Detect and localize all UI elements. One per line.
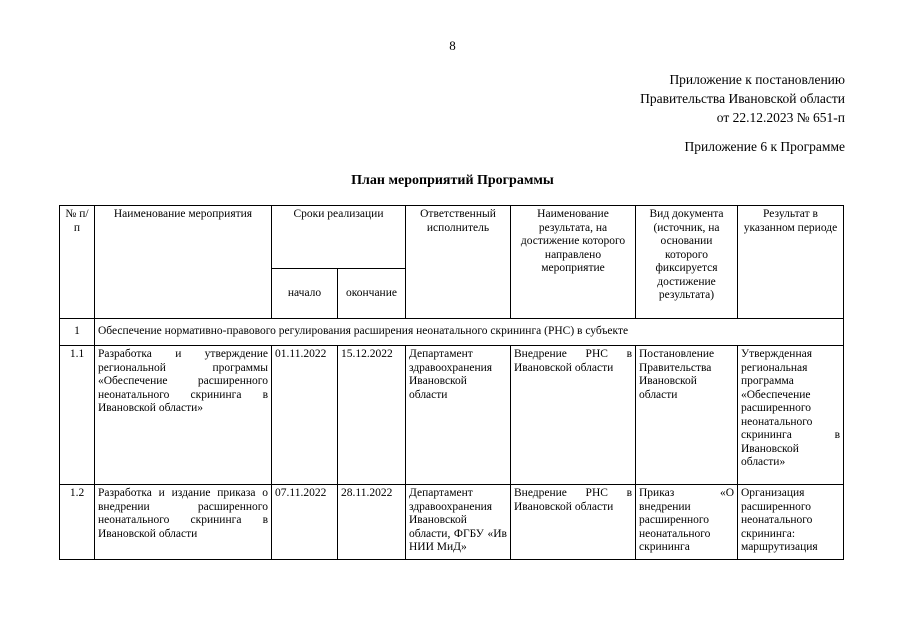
section-title: Обеспечение нормативно-правового регулирования расширения неонатального скрининга (РНС) в субъекте bbox=[95, 319, 844, 346]
header-name: Наименование мероприятия bbox=[95, 206, 272, 319]
table-row bbox=[60, 485, 844, 560]
header-end: окончание bbox=[338, 269, 406, 319]
header-num: № п/п bbox=[60, 206, 95, 319]
row-end: 15.12.2022 bbox=[338, 346, 406, 485]
row-doc-type: Приказ «О внедрении расширенного неонатального скрининга bbox=[636, 485, 738, 560]
appendix-block bbox=[640, 70, 845, 127]
row-start: 01.11.2022 bbox=[272, 346, 338, 485]
row-executor: Департамент здравоохранения Ивановской области, ФГБУ «Ив НИИ МиД» bbox=[406, 485, 511, 560]
row-name: Разработка и издание приказа о внедрении расширенного неонатального скрининга в Ивановской области bbox=[95, 485, 272, 560]
row-num: 1.1 bbox=[60, 346, 95, 485]
page-title: План мероприятий Программы bbox=[351, 173, 554, 188]
table-row bbox=[60, 346, 844, 485]
row-executor: Департамент здравоохранения Ивановской области bbox=[406, 346, 511, 485]
header-doc-type: Вид документа (источник, на основании которого фиксируется достижение результата) bbox=[636, 206, 738, 319]
row-start: 07.11.2022 bbox=[272, 485, 338, 560]
row-doc-type: Постановление Правительства Ивановской области bbox=[636, 346, 738, 485]
section-row bbox=[60, 319, 844, 346]
row-result-name: Внедрение РНС в Ивановской области bbox=[511, 346, 636, 485]
section-num: 1 bbox=[60, 319, 95, 346]
header-result: Результат в указанном периоде bbox=[738, 206, 844, 319]
page-number: 8 bbox=[449, 38, 456, 53]
row-result: Утвержденная региональная программа «Обеспечение расширенного неонатального скрининга в Ивановской области» bbox=[738, 346, 844, 485]
header-start: начало bbox=[272, 269, 338, 319]
row-name: Разработка и утверждение региональной программы «Обеспечение расширенного неонатального скрининга в Ивановской области» bbox=[95, 346, 272, 485]
appendix-program: Приложение 6 к Программе bbox=[684, 139, 845, 154]
row-num: 1.2 bbox=[60, 485, 95, 560]
appendix-line: от 22.12.2023 № 651-п bbox=[716, 110, 845, 125]
plan-table bbox=[59, 205, 844, 560]
appendix-line: Приложение к постановлению bbox=[669, 72, 845, 87]
header-executor: Ответственный исполнитель bbox=[406, 206, 511, 319]
table-header-row bbox=[60, 206, 844, 269]
row-result: Организация расширенного неонатального скрининга: маршрутизация bbox=[738, 485, 844, 560]
header-result-name: Наименование результата, на достижение которого направлено мероприятие bbox=[511, 206, 636, 319]
row-end: 28.11.2022 bbox=[338, 485, 406, 560]
row-result-name: Внедрение РНС в Ивановской области bbox=[511, 485, 636, 560]
header-terms: Сроки реализации bbox=[272, 206, 406, 269]
appendix-line: Правительства Ивановской области bbox=[640, 91, 845, 106]
